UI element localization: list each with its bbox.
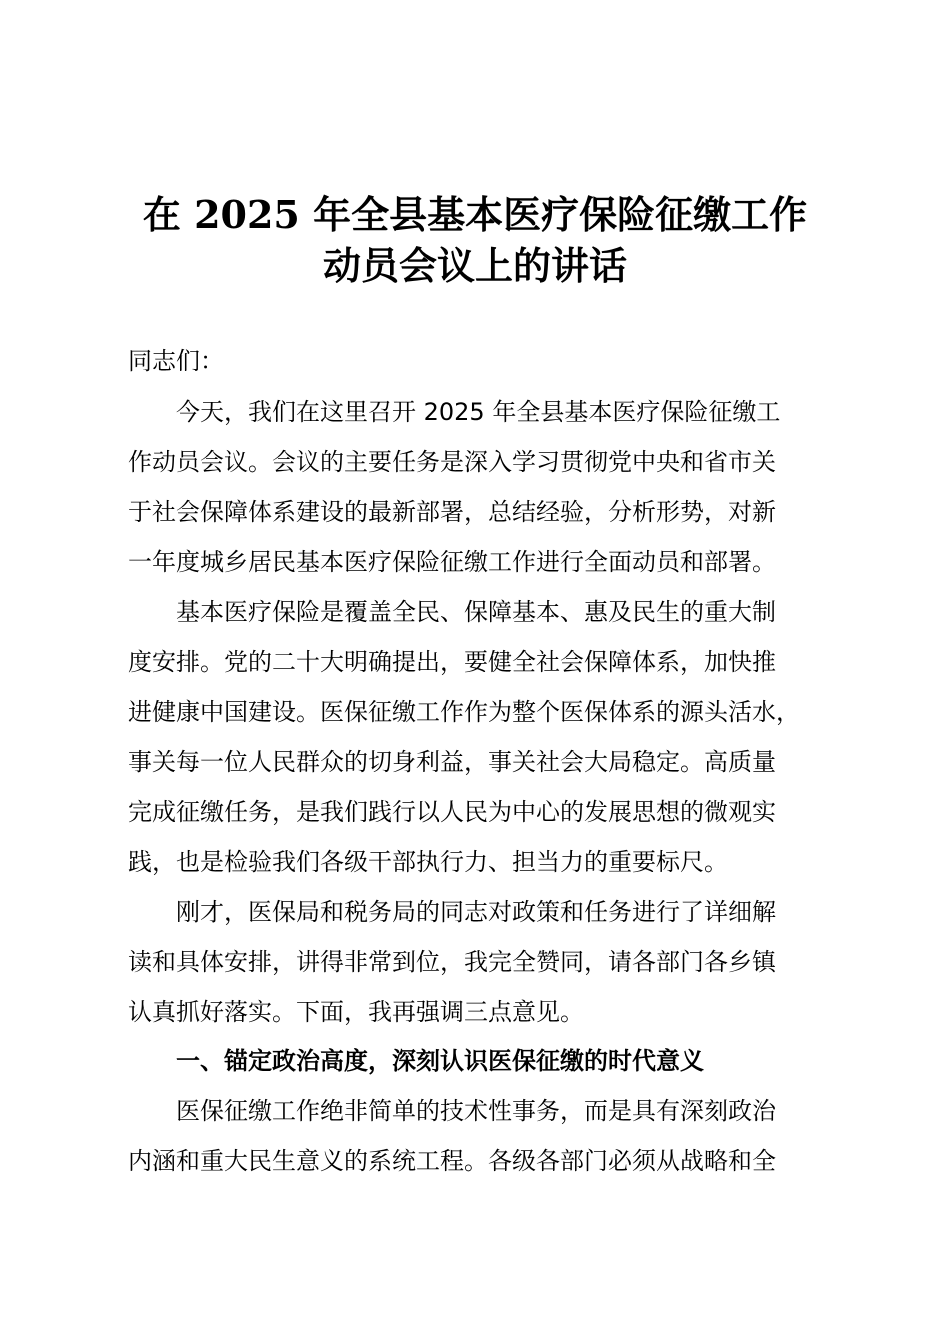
paragraph-3-line: 刚才，医保局和税务局的同志对政策和任务进行了详细解 <box>176 898 776 926</box>
paragraph-1-line: 作动员会议。会议的主要任务是深入学习贯彻党中央和省市关 <box>128 448 776 476</box>
paragraph-2-line: 完成征缴任务，是我们践行以人民为中心的发展思想的微观实 <box>128 798 776 826</box>
section-paragraph-line: 医保征缴工作绝非简单的技术性事务，而是具有深刻政治 <box>176 1097 776 1125</box>
paragraph-2-line: 基本医疗保险是覆盖全民、保障基本、惠及民生的重大制 <box>176 598 776 626</box>
section-paragraph-line: 内涵和重大民生意义的系统工程。各级各部门必须从战略和全 <box>128 1147 776 1175</box>
paragraph-2-line: 进健康中国建设。医保征缴工作作为整个医保体系的源头活水， <box>128 698 800 726</box>
paragraph-1-line: 今天，我们在这里召开 2025 年全县基本医疗保险征缴工 <box>176 398 781 426</box>
paragraph-2-line: 事关每一位人民群众的切身利益，事关社会大局稳定。高质量 <box>128 748 776 776</box>
document-title-line-2: 动员会议上的讲话 <box>322 243 627 288</box>
paragraph-1-line: 一年度城乡居民基本医疗保险征缴工作进行全面动员和部署。 <box>128 548 776 576</box>
paragraph-1-line: 于社会保障体系建设的最新部署，总结经验，分析形势，对新 <box>128 498 776 526</box>
document-title-line-1: 在 2025 年全县基本医疗保险征缴工作 <box>142 192 808 237</box>
salutation: 同志们： <box>128 347 224 375</box>
paragraph-2-line: 践，也是检验我们各级干部执行力、担当力的重要标尺。 <box>128 848 728 876</box>
section-heading: 一、锚定政治高度，深刻认识医保征缴的时代意义 <box>176 1047 704 1075</box>
paragraph-3-line: 认真抓好落实。下面，我再强调三点意见。 <box>128 998 584 1026</box>
paragraph-2-line: 度安排。党的二十大明确提出，要健全社会保障体系，加快推 <box>128 648 776 676</box>
paragraph-3-line: 读和具体安排，讲得非常到位，我完全赞同，请各部门各乡镇 <box>128 948 776 976</box>
